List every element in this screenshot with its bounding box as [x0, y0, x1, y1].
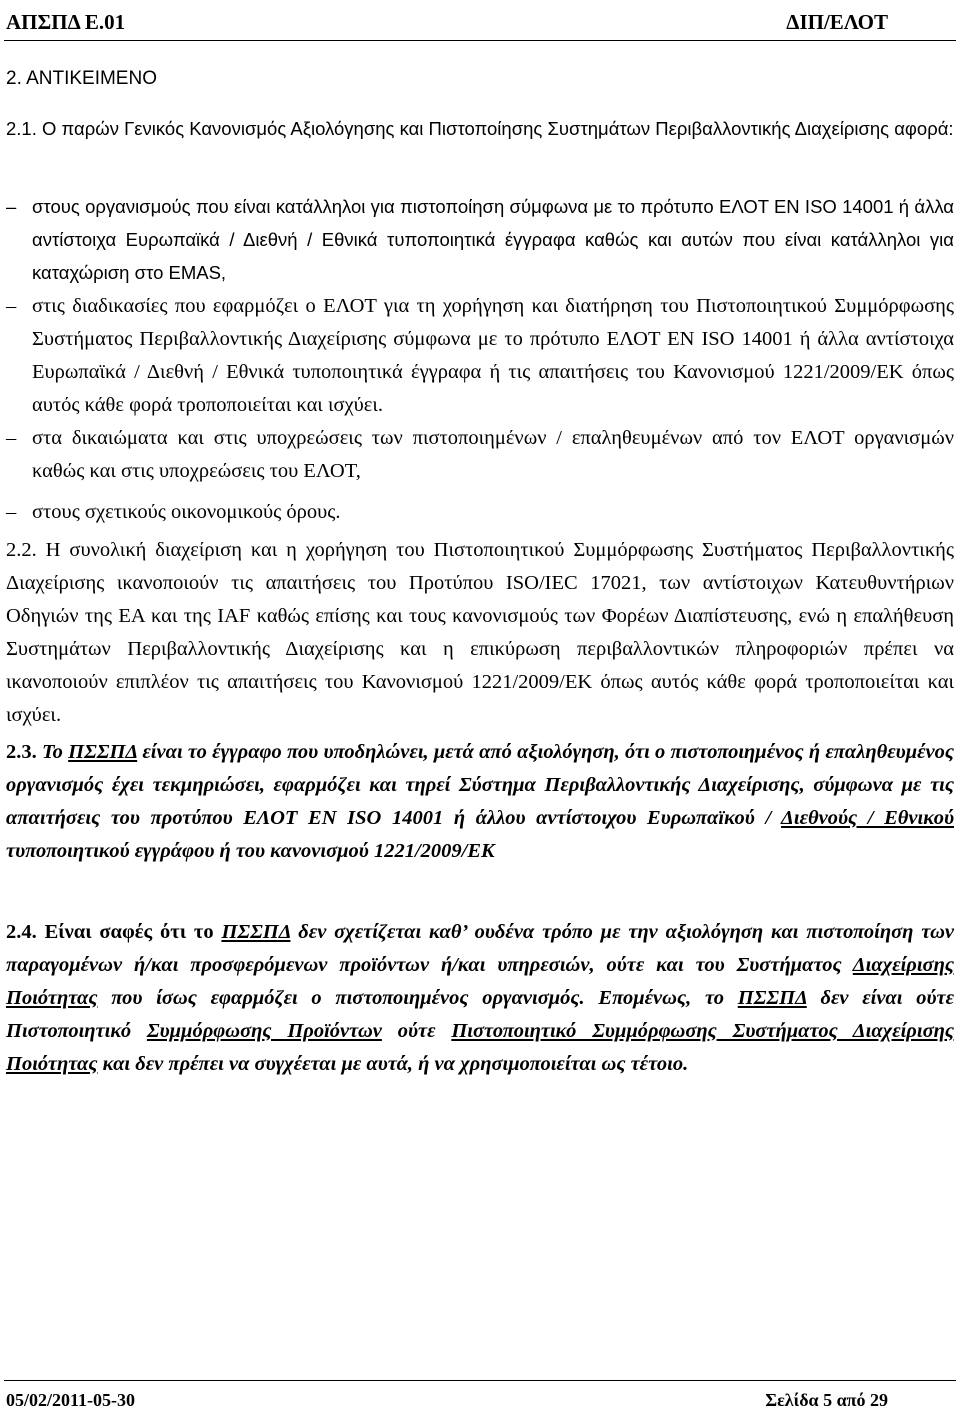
footer-date-code: 05/02/2011-05-30 [6, 1390, 135, 1410]
header-doc-code: ΑΠΣΠΔ Ε.01 [6, 10, 126, 34]
footer-page-number: Σελίδα 5 από 29 [765, 1390, 888, 1410]
paragraph-text-underlined: Διαχείρισης Ποιότητας [6, 954, 954, 1009]
paragraph-text-part: δεν σχετίζεται καθ’ ουδένα τρόπο με την αξιολόγηση και πιστοποίηση των παραγομένων ή/και προσφερόμενων προϊόντων ή/και υπηρεσιών, ούτε και του Συστήματος [6, 921, 954, 976]
paragraph-2-2 [6, 534, 954, 732]
paragraph-text-underlined: Πιστοποιητικό Συμμόρφωσης Συστήματος Διαχείρισης Ποιότητας [6, 1020, 955, 1075]
dash-marker: – [6, 295, 17, 317]
dash-marker: – [6, 196, 17, 217]
paragraph-text-part: που ίσως εφαρμόζει ο πιστοποιημένος οργανισμός. Επομένως, το [97, 987, 738, 1009]
paragraph-2-3 [6, 736, 954, 868]
footer-rule [4, 1380, 956, 1381]
paragraph-text-part: και δεν πρέπει να συγχέεται με αυτά, ή να χρησιμοποιείται ως τέτοιο. [97, 1053, 689, 1075]
list-item [6, 190, 954, 289]
paragraph-text: Ο παρών Γενικός Κανονισμός Αξιολόγησης και Πιστοποίησης Συστημάτων Περιβαλλοντικής Διαχείρισης αφορά: [42, 118, 954, 139]
paragraph-text-underlined: Συμμόρφωσης Προϊόντων [146, 1020, 382, 1042]
header-rule [4, 40, 956, 41]
list-item-text: στους οργανισμούς που είναι κατάλληλοι για πιστοποίηση σύμφωνα με το πρότυπο ΕΛΟΤ ΕΝ ISO 14001 ή άλλα αντίστοιχα Ευρωπαϊκά / Διεθνή / Εθνικά τυποποιητικά έγγραφα καθώς και αυτών που είναι κατάλληλοι για καταχώριση στο EMAS, [32, 196, 954, 283]
list-item-text: στους σχετικούς οικονομικούς όρους. [32, 501, 341, 523]
list-item [6, 422, 954, 488]
paragraph-2-1 [6, 112, 954, 145]
paragraph-2-4 [6, 916, 954, 1081]
list-item-text: στις διαδικασίες που εφαρμόζει ο ΕΛΟΤ για τη χορήγηση και διατήρηση του Πιστοποιητικού Συμμόρφωσης Συστήματος Περιβαλλοντικής Διαχείρισης σύμφωνα με το πρότυπο ΕΛΟΤ ΕΝ ISO 14001 ή άλλα αντίστοιχα Ευρωπαϊκά / Διεθνή / Εθνικά τυποποιητικά έγγραφα ή τις απαιτήσεις του Κανονισμού 1221/2009/ΕΚ όπως αυτός κάθε φορά τροποποιείται και ισχύει. [32, 295, 954, 416]
dash-marker: – [6, 427, 17, 449]
list-item [6, 290, 954, 422]
paragraph-text-part: Είναι σαφές ότι το [44, 921, 222, 943]
list-item [6, 496, 954, 529]
paragraph-number: 2.4. [6, 921, 37, 943]
paragraph-text-underlined: Διεθνούς / Εθνικού [781, 807, 954, 829]
paragraph-text: Η συνολική διαχείριση και η χορήγηση του Πιστοποιητικού Συμμόρφωσης Συστήματος Περιβαλλοντικής Διαχείρισης ικανοποιούν τις απαιτήσεις του Προτύπου ISO/IEC 17021, των αντίστοιχων Κατευθυντήριων Οδηγιών της ΕΑ και της IAF καθώς επίσης και τους κανονισμούς των Φορέων Διαπίστευσης, ενώ η επαλήθευση Συστημάτων Περιβαλλοντικής Διαχείρισης και η επικύρωση περιβαλλοντικών πληροφοριών πρέπει να ικανοποιούν επιπλέον τις απαιτήσεις του Κανονισμού 1221/2009/ΕΚ όπως αυτός κάθε φορά τροποποιείται και ισχύει. [6, 539, 954, 726]
paragraph-text-part: δεν είναι ούτε Πιστοποιητικό [6, 987, 954, 1042]
page-header [6, 10, 954, 36]
paragraph-number: 2.1. [6, 118, 37, 139]
paragraph-text-underlined: ΠΣΣΠΔ [68, 741, 138, 763]
page-footer [6, 1390, 954, 1414]
paragraph-text-part: τυποποιητικού εγγράφου ή του κανονισμού 1221/2009/ΕΚ [6, 840, 495, 862]
paragraph-number: 2.3. [6, 741, 37, 763]
paragraph-text-underlined: ΠΣΣΠΔ [221, 921, 291, 943]
paragraph-text-part: ούτε [381, 1020, 452, 1042]
dash-marker: – [6, 501, 17, 523]
paragraph-text-part: Το [42, 741, 69, 763]
header-department: ΔΙΠ/ΕΛΟΤ [786, 10, 888, 34]
list-item-text: στα δικαιώματα και στις υποχρεώσεις των πιστοποιημένων / επαληθευμένων από τον ΕΛΟΤ οργανισμών καθώς και στις υποχρεώσεις του ΕΛΟΤ, [32, 427, 954, 482]
paragraph-text-underlined: ΠΣΣΠΔ [737, 987, 807, 1009]
section-heading: 2. ΑΝΤΙΚΕΙΜΕΝΟ [6, 68, 157, 89]
paragraph-number: 2.2. [6, 539, 37, 561]
paragraph-text-part: είναι το έγγραφο που υποδηλώνει, μετά από αξιολόγηση, ότι ο πιστοποιημένος ή επαληθευμένος οργανισμός έχει τεκμηριώσει, εφαρμόζει και τηρεί Σύστημα Περιβαλλοντικής Διαχείρισης, σύμφωνα με τις απαιτήσεις του προτύπου ΕΛΟΤ ΕΝ ISO 14001 ή άλλου αντίστοιχου Ευρωπαϊκού / [6, 741, 954, 829]
